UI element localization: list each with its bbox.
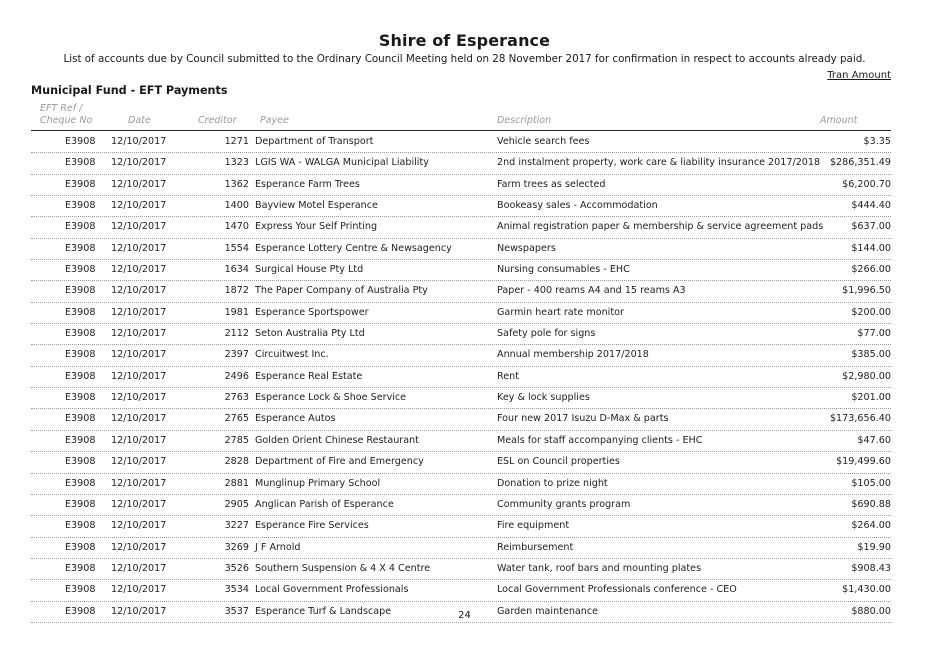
cell-creditor: 2765 (224, 413, 249, 425)
cell-date: 12/10/2017 (111, 349, 167, 361)
cell-date: 12/10/2017 (111, 584, 167, 596)
cell-amount: $444.40 (851, 200, 891, 212)
cell-description: 2nd instalment property, work care & liability insurance 2017/2018 (497, 157, 821, 169)
cell-amount: $880.00 (851, 605, 891, 617)
table-row (31, 239, 891, 260)
cell-eft-ref: E3908 (65, 285, 96, 297)
table-row (31, 367, 891, 388)
cell-date: 12/10/2017 (111, 498, 167, 510)
cell-date: 12/10/2017 (111, 242, 167, 254)
cell-amount: $637.00 (851, 221, 891, 233)
column-header-eft-ref: EFT Ref / Cheque No (40, 103, 93, 126)
cell-amount: $908.43 (851, 562, 891, 574)
cell-creditor: 2763 (224, 392, 249, 404)
cell-description: Key & lock supplies (497, 392, 590, 404)
cell-payee: Esperance Real Estate (255, 370, 363, 382)
cell-creditor: 3526 (224, 562, 249, 574)
cell-description: Garmin heart rate monitor (497, 306, 624, 318)
cell-payee: Anglican Parish of Esperance (255, 498, 394, 510)
cell-eft-ref: E3908 (65, 413, 96, 425)
cell-creditor: 3269 (224, 541, 249, 553)
table-row (31, 409, 891, 430)
cell-payee: Department of Transport (255, 136, 374, 147)
cell-eft-ref: E3908 (65, 520, 96, 532)
table-row (31, 538, 891, 559)
cell-payee: Golden Orient Chinese Restaurant (255, 434, 419, 446)
column-header-amount: Amount (820, 115, 858, 126)
cell-payee: Surgical House Pty Ltd (255, 264, 364, 276)
cell-payee: Munglinup Primary School (255, 477, 381, 489)
cell-date: 12/10/2017 (111, 328, 167, 340)
cell-description: Annual membership 2017/2018 (497, 349, 649, 361)
table-row (31, 132, 891, 153)
cell-eft-ref: E3908 (65, 370, 96, 382)
cell-creditor: 1872 (224, 285, 249, 297)
table-row (31, 559, 891, 580)
cell-description: Safety pole for signs (497, 328, 596, 340)
table-row (31, 281, 891, 302)
page-number: 24 (458, 610, 471, 621)
cell-description: Garden maintenance (497, 605, 599, 617)
column-header-creditor: Creditor (198, 115, 237, 126)
cell-description: Meals for staff accompanying clients - EHC (497, 434, 703, 446)
cell-creditor: 2905 (224, 498, 249, 510)
cell-creditor: 1323 (224, 157, 249, 169)
table-header (0, 101, 929, 131)
cell-amount: $385.00 (851, 349, 891, 361)
cell-eft-ref: E3908 (65, 477, 96, 489)
cell-creditor: 1470 (224, 221, 249, 233)
cell-amount: $3.35 (863, 136, 891, 147)
cell-date: 12/10/2017 (111, 434, 167, 446)
cell-creditor: 2112 (224, 328, 249, 340)
cell-creditor: 1400 (224, 200, 249, 212)
cell-creditor: 1981 (224, 306, 249, 318)
table-row (31, 431, 891, 452)
table-row (31, 303, 891, 324)
cell-amount: $201.00 (851, 392, 891, 404)
cell-eft-ref: E3908 (65, 392, 96, 404)
cell-date: 12/10/2017 (111, 605, 167, 617)
cell-date: 12/10/2017 (111, 264, 167, 276)
cell-description: Vehicle search fees (497, 136, 590, 147)
payments-table-body (31, 132, 891, 623)
cell-description: Paper - 400 reams A4 and 15 reams A3 (497, 285, 686, 297)
table-row (31, 153, 891, 174)
cell-description: Fire equipment (497, 520, 570, 532)
cell-date: 12/10/2017 (111, 200, 167, 212)
cell-creditor: 2828 (224, 456, 249, 468)
cell-date: 12/10/2017 (111, 136, 167, 147)
cell-creditor: 3537 (224, 605, 249, 617)
cell-date: 12/10/2017 (111, 392, 167, 404)
cell-date: 12/10/2017 (111, 221, 167, 233)
column-header-description: Description (497, 115, 552, 126)
cell-eft-ref: E3908 (65, 306, 96, 318)
page-title: Shire of Esperance (378, 31, 551, 50)
section-title: Municipal Fund - EFT Payments (31, 84, 228, 97)
cell-date: 12/10/2017 (111, 562, 167, 574)
cell-description: Donation to prize night (497, 477, 608, 489)
cell-date: 12/10/2017 (111, 456, 167, 468)
table-row (31, 345, 891, 366)
cell-amount: $6,200.70 (842, 178, 891, 190)
cell-date: 12/10/2017 (111, 477, 167, 489)
cell-payee: Circuitwest Inc. (255, 349, 329, 361)
cell-payee: Southern Suspension & 4 X 4 Centre (255, 562, 431, 574)
cell-payee: Esperance Farm Trees (255, 178, 360, 190)
cell-amount: $2,980.00 (842, 370, 891, 382)
cell-amount: $1,996.50 (842, 285, 891, 297)
table-row (31, 580, 891, 601)
cell-description: Nursing consumables - EHC (497, 264, 630, 276)
cell-amount: $47.60 (857, 434, 891, 446)
cell-amount: $173,656.40 (829, 413, 891, 425)
page-subtitle: List of accounts due by Council submitted to the Ordinary Council Meeting held on 28 November 2017 for confirmation in respect to accounts already paid. (63, 53, 866, 65)
cell-amount: $19.90 (857, 541, 891, 553)
cell-creditor: 2397 (224, 349, 249, 361)
cell-creditor: 2881 (224, 477, 249, 489)
cell-payee: Bayview Motel Esperance (255, 200, 378, 212)
table-row (31, 495, 891, 516)
cell-amount: $144.00 (851, 242, 891, 254)
tran-amount-label: Tran Amount (827, 70, 891, 81)
cell-payee: Esperance Fire Services (255, 520, 369, 532)
cell-date: 12/10/2017 (111, 541, 167, 553)
table-row (31, 324, 891, 345)
cell-description: Animal registration paper & membership & service agreement pads (497, 221, 824, 233)
table-row (31, 388, 891, 409)
cell-creditor: 2496 (224, 370, 249, 382)
cell-creditor: 1271 (224, 136, 249, 147)
cell-payee: Esperance Autos (255, 413, 336, 425)
cell-payee: Esperance Lock & Shoe Service (255, 392, 407, 404)
cell-description: Rent (497, 370, 519, 382)
cell-payee: J F Arnold (255, 541, 301, 553)
cell-eft-ref: E3908 (65, 349, 96, 361)
cell-amount: $264.00 (851, 520, 891, 532)
cell-creditor: 1362 (224, 178, 249, 190)
cell-eft-ref: E3908 (65, 242, 96, 254)
cell-amount: $19,499.60 (836, 456, 891, 468)
cell-amount: $690.88 (851, 498, 891, 510)
cell-amount: $266.00 (851, 264, 891, 276)
cell-creditor: 2785 (224, 434, 249, 446)
cell-payee: Seton Australia Pty Ltd (255, 328, 365, 340)
table-row (31, 260, 891, 281)
cell-amount: $200.00 (851, 306, 891, 318)
table-row (31, 474, 891, 495)
cell-eft-ref: E3908 (65, 136, 96, 147)
header-divider (31, 130, 891, 131)
cell-payee: Esperance Turf & Landscape (255, 605, 392, 617)
cell-amount: $77.00 (857, 328, 891, 340)
cell-amount: $286,351.49 (829, 157, 891, 169)
table-row (31, 196, 891, 217)
cell-date: 12/10/2017 (111, 306, 167, 318)
cell-payee: LGIS WA - WALGA Municipal Liability (255, 157, 429, 169)
cell-date: 12/10/2017 (111, 520, 167, 532)
cell-description: Bookeasy sales - Accommodation (497, 200, 658, 212)
cell-description: Community grants program (497, 498, 631, 510)
cell-creditor: 1554 (224, 242, 249, 254)
column-header-date: Date (128, 115, 151, 126)
cell-payee: Express Your Self Printing (255, 221, 378, 233)
cell-eft-ref: E3908 (65, 157, 96, 169)
cell-creditor: 3534 (224, 584, 249, 596)
cell-payee: Esperance Lottery Centre & Newsagency (255, 242, 452, 254)
cell-payee: The Paper Company of Australia Pty (255, 285, 428, 297)
cell-amount: $1,430.00 (842, 584, 891, 596)
cell-creditor: 1634 (224, 264, 249, 276)
cell-eft-ref: E3908 (65, 434, 96, 446)
cell-description: Newspapers (497, 242, 556, 254)
table-row (31, 452, 891, 473)
cell-eft-ref: E3908 (65, 456, 96, 468)
cell-description: Four new 2017 Isuzu D-Max & parts (497, 413, 669, 425)
cell-description: Water tank, roof bars and mounting plates (497, 562, 702, 574)
cell-payee: Department of Fire and Emergency (255, 456, 424, 468)
table-row (31, 175, 891, 196)
cell-eft-ref: E3908 (65, 562, 96, 574)
cell-creditor: 3227 (224, 520, 249, 532)
table-row (31, 516, 891, 537)
cell-description: ESL on Council properties (497, 456, 620, 468)
cell-description: Farm trees as selected (497, 178, 606, 190)
cell-amount: $105.00 (851, 477, 891, 489)
cell-date: 12/10/2017 (111, 413, 167, 425)
column-header-payee: Payee (260, 115, 289, 126)
cell-date: 12/10/2017 (111, 370, 167, 382)
cell-eft-ref: E3908 (65, 584, 96, 596)
cell-eft-ref: E3908 (65, 200, 96, 212)
cell-eft-ref: E3908 (65, 221, 96, 233)
cell-date: 12/10/2017 (111, 285, 167, 297)
cell-eft-ref: E3908 (65, 264, 96, 276)
cell-date: 12/10/2017 (111, 157, 167, 169)
cell-eft-ref: E3908 (65, 328, 96, 340)
cell-description: Local Government Professionals conference - CEO (497, 584, 737, 596)
cell-payee: Local Government Professionals (255, 584, 409, 596)
cell-eft-ref: E3908 (65, 178, 96, 190)
cell-date: 12/10/2017 (111, 178, 167, 190)
cell-eft-ref: E3908 (65, 541, 96, 553)
table-row (31, 217, 891, 238)
cell-payee: Esperance Sportspower (255, 306, 369, 318)
cell-eft-ref: E3908 (65, 605, 96, 617)
cell-eft-ref: E3908 (65, 498, 96, 510)
cell-description: Reimbursement (497, 541, 574, 553)
